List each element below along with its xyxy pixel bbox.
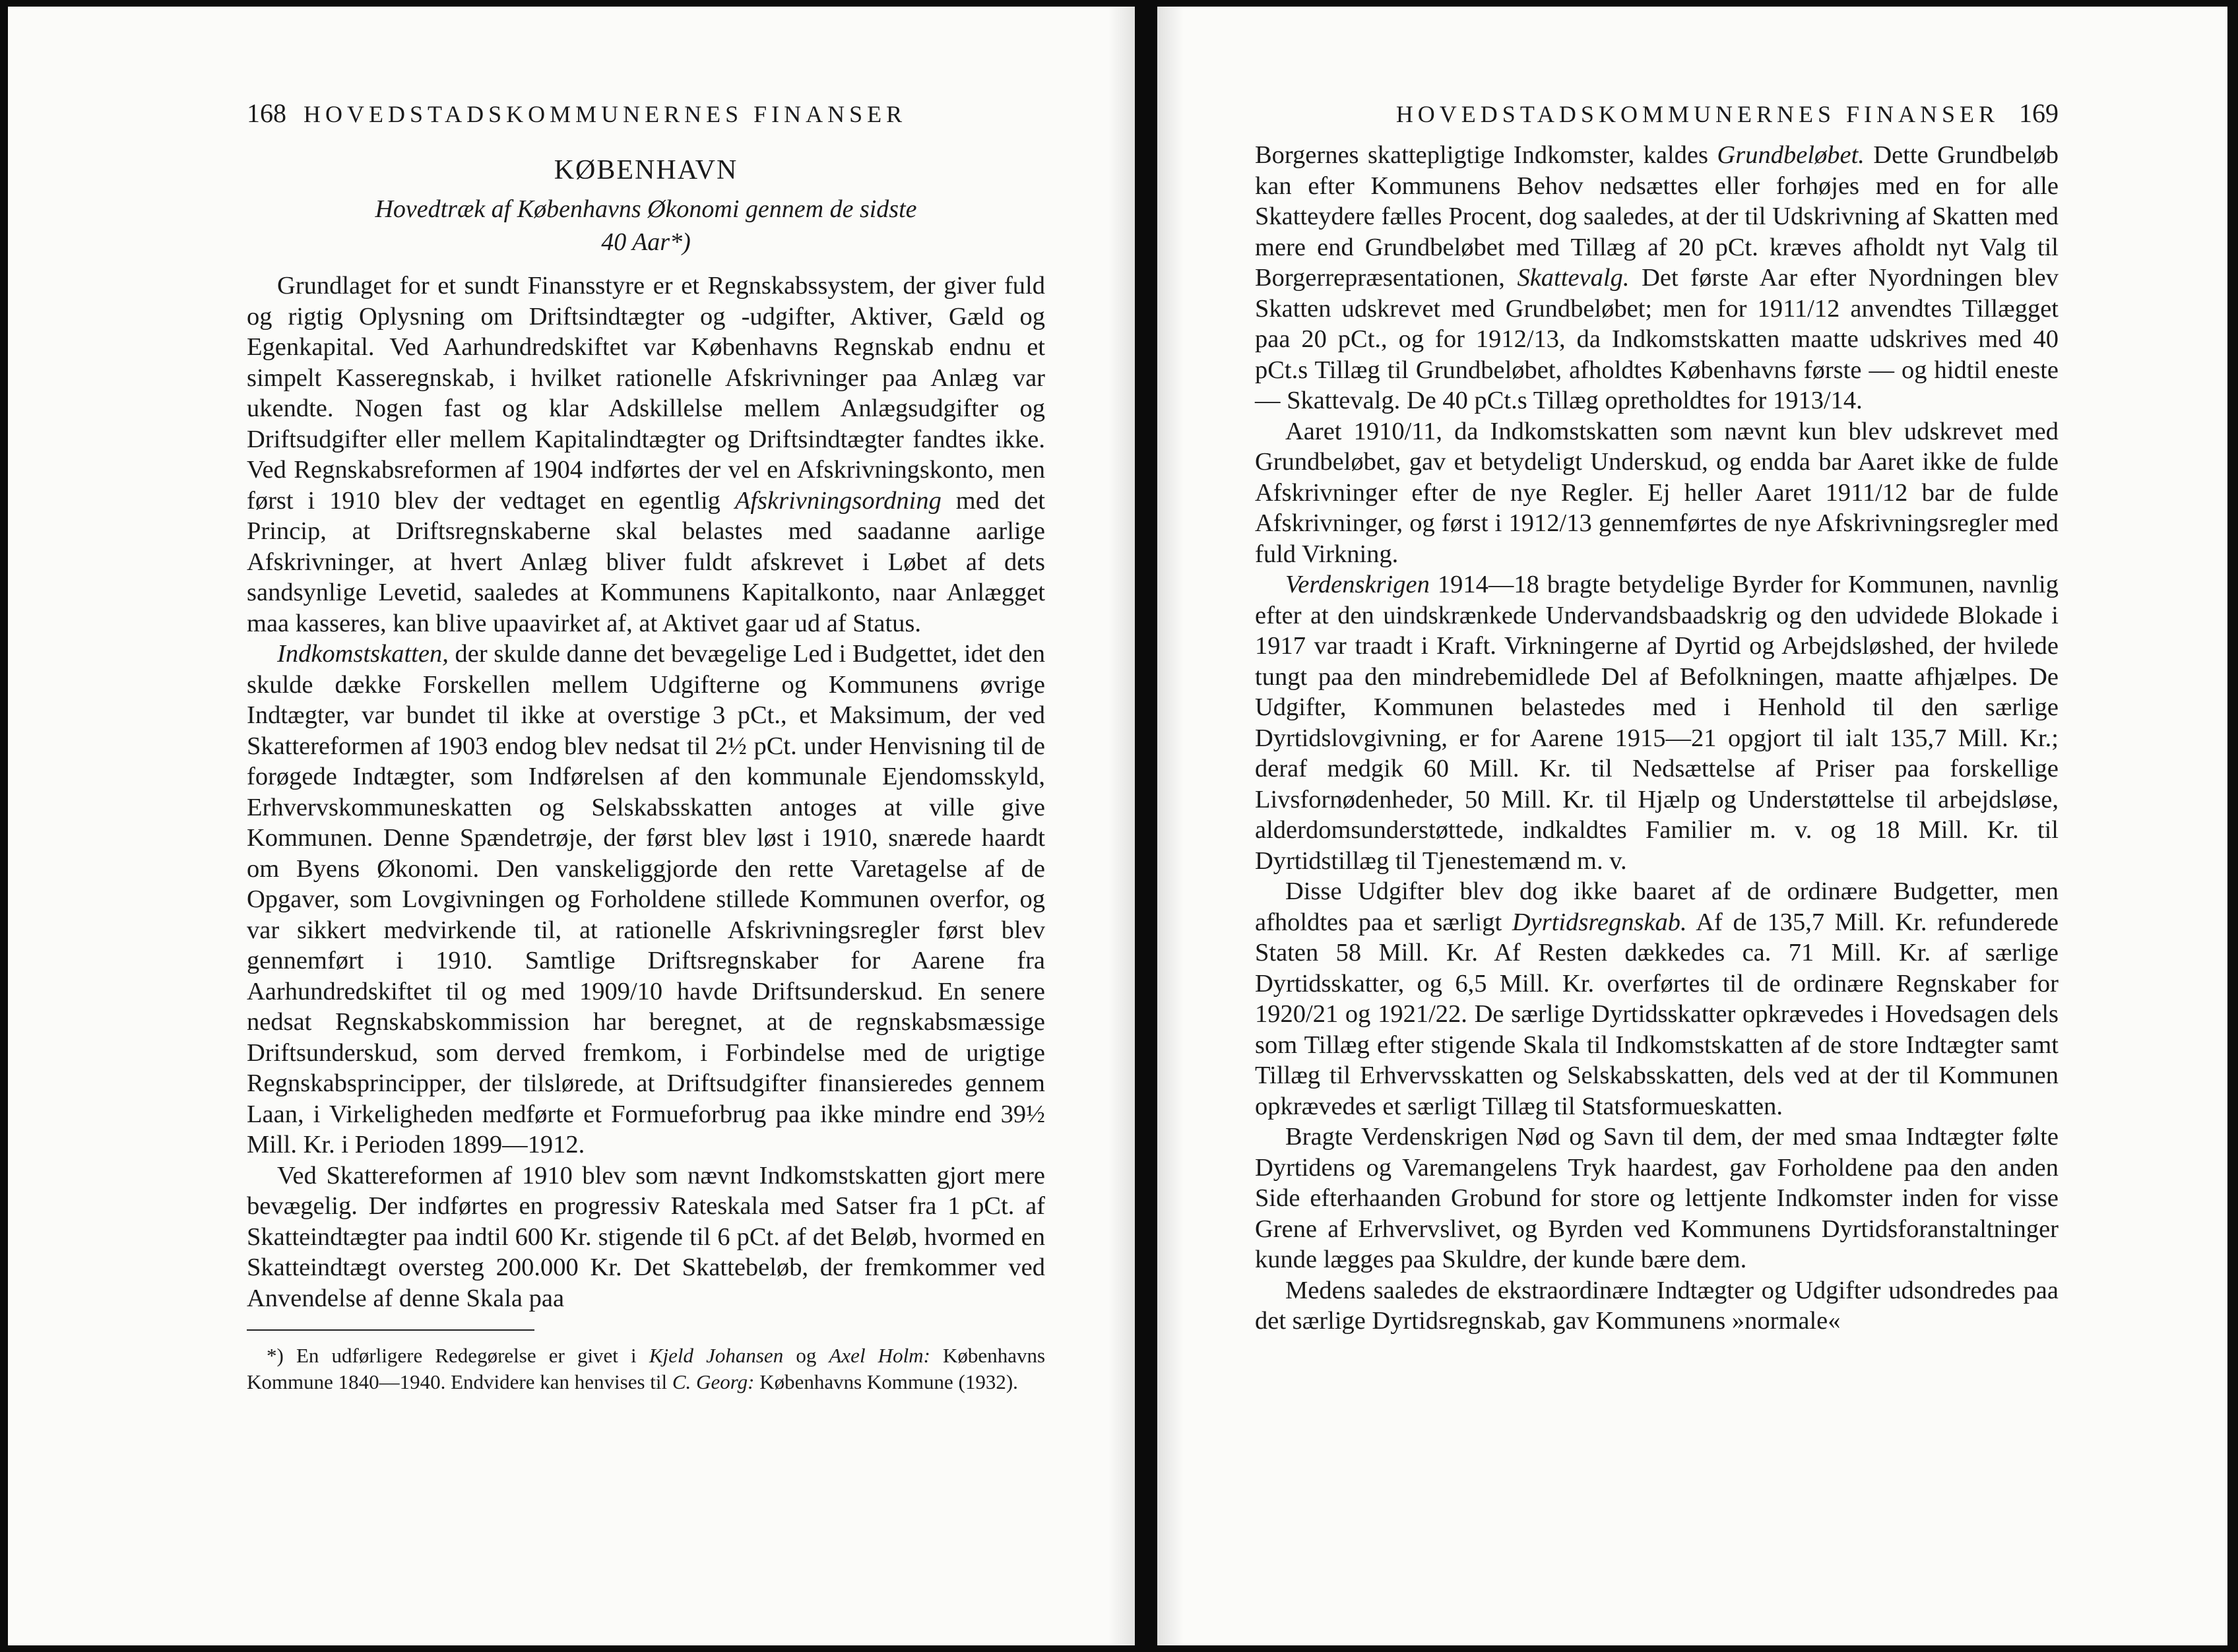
right-page <box>1157 7 2227 1645</box>
footnote-part-a: *) En udførligere Redegørelse er givet i <box>267 1344 637 1367</box>
subtitle-line-2: 40 Aar*) <box>601 228 691 256</box>
left-p1-tail: med det Princip, at Driftsregnskaberne skal belastes med saadanne aarlige Afskrivninger, at hvert Anlæg bliver fuldt afskrevet i Løbet af dets sandsynlige Levetid, saaledes at Kommunens Kapitalkonto, naar Anlægget maa kasseres, kan blive upaavirket af, at Aktivet gaar ud af Status. <box>247 486 1045 637</box>
right-p1-emphasis-2: Skattevalg. <box>1517 264 1630 292</box>
footnote-author-1: Kjeld Johansen <box>649 1344 784 1367</box>
right-p4-part-a: Disse Udgifter blev dog ikke baaret af de ordinære Budgetter, men afholdtes paa et særligt <box>1255 877 2059 936</box>
right-p1-part-a: Borgernes skattepligtige Indkomster, kaldes <box>1255 141 1708 169</box>
left-page-number: 168 <box>247 98 286 128</box>
footnote-part-c: Københavns Kommune 1840—1940. Endvidere kan henvises til <box>247 1344 1046 1393</box>
footnote-part-b: og <box>796 1344 817 1367</box>
left-paragraph-3 <box>247 1160 1045 1314</box>
section-title: KØBENHAVN <box>554 155 738 185</box>
footnote-author-2: Axel Holm: <box>829 1344 930 1367</box>
left-page <box>8 7 1135 1645</box>
right-p3-emphasis: Verdenskrigen <box>1285 571 1430 598</box>
right-p4-part-b: Af de 135,7 Mill. Kr. refunderede Staten 58 Mill. Kr. Af Resten dækkedes ca. 71 Mill. Kr. af særlige Dyrtidsskatter, og 6,5 Mill. Kr. overførtes til de ordinære Regnskaber for 1920/21 og 1921/22. De særlige Dyrtidsskatter opkrævedes i Hovedsagen dels som Tillæg efter stigende Skala til Indkomstskatten af de store Indtægter samt Tillæg til Erhvervsskatten og Selskabsskatten, dels ved at der til Kommunen opkrævedes et særligt Tillæg til Statsformueskatten. <box>1255 908 2059 1120</box>
left-paragraph-1 <box>247 270 1045 639</box>
left-p2-emphasis: Indkomstskatten, <box>277 640 449 668</box>
right-running-header <box>1255 98 2059 140</box>
section-subtitle <box>247 193 1045 259</box>
left-p2-text: der skulde danne det bevægelige Led i Budgettet, idet den skulde dække Forskellen mellem Udgifterne og Kommunens øvrige Indtægter, var bundet til ikke at overstige 3 pCt., et Maksimum, der ved Skattereformen af 1903 endog blev nedsat til 2½ pCt. under Henvisning til de forøgede Indtægter, som Indførelsen af den kommunale Ejendomsskyld, Erhvervskommuneskatten og Selskabsskatten antoges at ville give Kommunen. Denne Spændetrøje, der først blev løst i 1910, snærede haardt om Byens Økonomi. Den vanskeliggjorde den rette Varetagelse af de Opgaver, som Lovgivningen og Forholdene stillede Kommunen overfor, og var sikkert medvirkende til, at rationelle Afskrivningsregler først blev gennemført i 1910. Samtlige Driftsregnskaber for Aarene fra Aarhundredskiftet til og med 1909/10 havde Driftsunderskud. En senere nedsat Regnskabskommission har beregnet, at de regnskabsmæssige Driftsunderskud, som derved fremkom, i Forbindelse med de urigtige Regnskabsprincipper, der tilslørede, at Driftsudgifter finansieredes gennem Laan, i Virkeligheden medførte et Formueforbrug paa ikke mindre end 39½ Mill. Kr. i Perioden 1899—1912. <box>247 640 1045 1159</box>
footnote-part-d: Københavns Kommune (1932). <box>759 1370 1018 1393</box>
left-p1-text: Grundlaget for et sundt Finansstyre er et Regnskabssystem, der giver fuld og rigtig Oplysning om Driftsindtægter og -udgifter, Aktiver, Gæld og Egenkapital. Ved Aarhundredskiftet var Københavns Regnskab endnu et simpelt Kasseregnskab, i hvilket rationelle Afskrivninger paa Anlæg var ukendte. Nogen fast og klar Adskillelse mellem Anlægsudgifter og Driftsudgifter eller mellem Kapitalindtægter og Driftsindtægter fandtes ikke. Ved Regnskabsreformen af 1904 indførtes der vel en Afskrivningskonto, men først i 1910 blev der vedtaget en egentlig <box>247 272 1045 515</box>
right-p3-text: 1914—18 bragte betydelige Byrder for Kommunen, navnlig efter at den uindskrænkede Undervandsbaadskrig og den udvidede Blokade i 1917 var traadt i Kraft. Virkningerne af Dyrtid og Arbejdsløshed, der hvilede tungt paa den mindrebemidlede Del af Befolkningen, maatte afhjælpes. De Udgifter, Kommunen belastedes med i Henhold til den særlige Dyrtidslovgivning, er for Aarene 1915—21 opgjort til ialt 135,7 Mill. Kr.; deraf medgik 60 Mill. Kr. til Nedsættelse af Priser paa forskellige Livsfornødenheder, 50 Mill. Kr. til Hjælp og Understøttelse til arbejdsløse, alderdomsunderstøttede, indkaldtes Familier m. v. og 18 Mill. Kr. til Dyrtidstillæg til Tjenestemænd m. v. <box>1255 571 2059 875</box>
subtitle-line-1: Hovedtræk af Københavns Økonomi gennem de sidste <box>375 195 917 223</box>
left-running-header <box>247 98 1045 140</box>
right-p2-text: Aaret 1910/11, da Indkomstskatten som nævnt kun blev udskrevet med Grundbeløbet, gav et betydeligt Underskud, og endda bar Aaret ikke de fulde Afskrivninger efter de nye Regler. Ej heller Aaret 1911/12 bar de fulde Afskrivninger, og først i 1912/13 gennemførtes de nye Afskrivningsregler med fuld Virkning. <box>1255 417 2059 568</box>
footnote <box>247 1343 1045 1395</box>
left-running-head: HOVEDSTADSKOMMUNERNES FINANSER <box>304 101 907 127</box>
left-text-column <box>247 98 1045 1395</box>
right-page-number: 169 <box>2019 98 2059 128</box>
left-paragraph-2 <box>247 639 1045 1160</box>
right-p1-part-b: Dette Grundbeløb kan efter Kommunens Behov nedsættes eller forhøjes med en for alle Skatteydere fælles Procent, dog saaledes, at der til Udskrivning af Skatten med mere end Grundbeløbet med Tillæg af 20 pCt. kræves afholdt nyt Valg til Borgerrepræsentationen, <box>1255 141 2059 292</box>
right-paragraph-5 <box>1255 1122 2059 1275</box>
right-p5-text: Bragte Verdenskrigen Nød og Savn til dem, der med smaa Indtægter følte Dyrtidens og Varemangelens Tryk haardest, gav Forholdene paa den anden Side efterhaanden Grobund for store og lettjente Indkomster inden for visse Grene af Erhvervslivet, og Byrden ved Kommunens Dyrtidsforanstaltninger kunde lægges paa Skuldre, der kunde bære dem. <box>1255 1123 2059 1273</box>
left-p3-text: Ved Skattereformen af 1910 blev som nævnt Indkomstskatten gjort mere bevægelig. Der indførtes en progressiv Rateskala med Satser fra 1 pCt. af Skatteindtægter paa indtil 600 Kr. stigende til 6 pCt. af det Beløb, hvormed en Skatteindtægt oversteg 200.000 Kr. Det Skattebeløb, der fremkommer ved Anvendelse af denne Skala paa <box>247 1161 1045 1312</box>
right-paragraph-4 <box>1255 876 2059 1122</box>
right-p1-emphasis-1: Grundbeløbet. <box>1717 141 1865 169</box>
right-text-column <box>1255 98 2059 1337</box>
right-paragraph-1 <box>1255 140 2059 416</box>
footnote-author-3: C. Georg: <box>672 1370 755 1393</box>
left-p1-emphasis: Afskrivningsordning <box>734 486 942 515</box>
right-p6-text: Medens saaledes de ekstraordinære Indtægter og Udgifter udsondredes paa det særlige Dyrtidsregnskab, gav Kommunens »normale« <box>1255 1276 2059 1335</box>
right-running-head: HOVEDSTADSKOMMUNERNES FINANSER <box>1395 101 1999 127</box>
right-p4-emphasis: Dyrtidsregnskab. <box>1512 908 1687 936</box>
right-paragraph-6 <box>1255 1275 2059 1337</box>
right-p1-part-c: Det første Aar efter Nyordningen blev Skatten udskrevet med Grundbeløbet; men for 1911/12 anvendtes Tillægget paa 20 pCt., og for 1912/13, da Indkomstskatten maatte udskrives med 40 pCt.s Tillæg til Grundbeløbet, afholdtes Københavns første — og hidtil eneste — Skattevalg. De 40 pCt.s Tillæg opretholdtes for 1913/14. <box>1255 264 2059 414</box>
footnote-divider <box>247 1329 534 1331</box>
right-paragraph-2 <box>1255 416 2059 570</box>
right-paragraph-3 <box>1255 569 2059 876</box>
